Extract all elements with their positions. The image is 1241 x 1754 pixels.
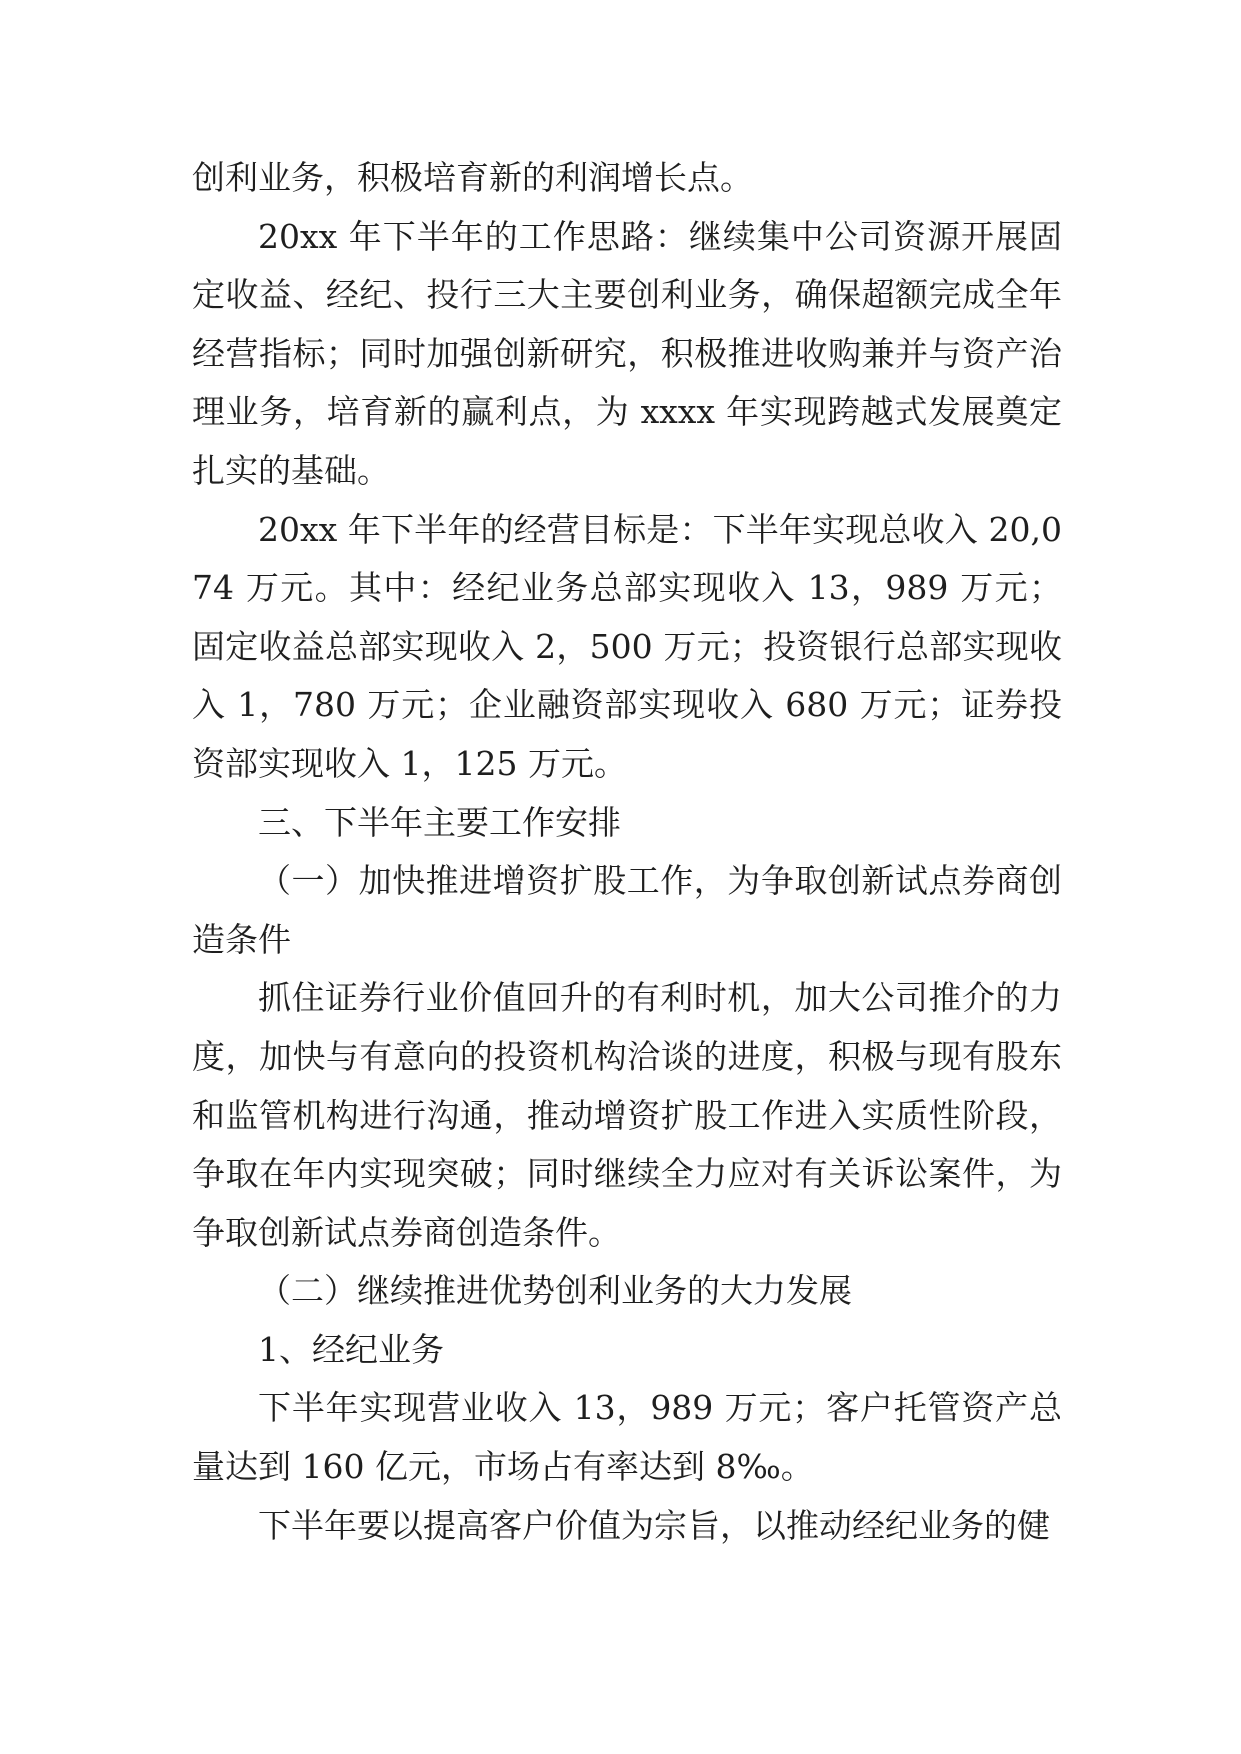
paragraph-capital-increase: 抓住证券行业价值回升的有利时机，加大公司推介的力度，加快与有意向的投资机构洽谈的进度，积极与现有股东和监管机构进行沟通，推动增资扩股工作进入实质性阶段，争取在年内实现突破；同时继续全力应对有关诉讼案件，为争取创新试点券商创造条件。	[192, 978, 1062, 1252]
paragraph-brokerage-targets: 下半年实现营业收入 13，989 万元；客户托管资产总量达到 160 亿元，市场占有率达到 8‰。	[192, 1388, 1062, 1487]
paragraph-work-ideas: 20xx 年下半年的工作思路：继续集中公司资源开展固定收益、经纪、投行三大主要创利业务，确保超额完成全年经营指标；同时加强创新研究，积极推进收购兼并与资产治理业务，培育新的赢利点，为 xxxx 年实现跨越式发展奠定扎实的基础。	[192, 216, 1062, 490]
paragraph-brokerage-strategy: 下半年要以提高客户价值为宗旨，以推动经纪业务的健	[258, 1505, 1050, 1545]
item-heading-brokerage: 1、经纪业务	[258, 1329, 444, 1369]
paragraph-business-targets: 20xx 年下半年的经营目标是：下半年实现总收入 20,074 万元。其中：经纪业务总部实现收入 13，989 万元；固定收益总部实现收入 2，500 万元；投资银行总部实现收入 1，780 万元；企业融资部实现收入 680 万元；证券投资部实现收入 1，125 万元。	[192, 509, 1062, 783]
subsection-heading-1: （一）加快推进增资扩股工作，为争取创新试点券商创造条件	[192, 861, 1062, 959]
document-body	[192, 149, 1062, 1555]
section-heading: 三、下半年主要工作安排	[258, 802, 621, 842]
subsection-heading-2: （二）继续推进优势创利业务的大力发展	[258, 1271, 852, 1311]
paragraph-continuation: 创利业务，积极培育新的利润增长点。	[192, 158, 753, 197]
